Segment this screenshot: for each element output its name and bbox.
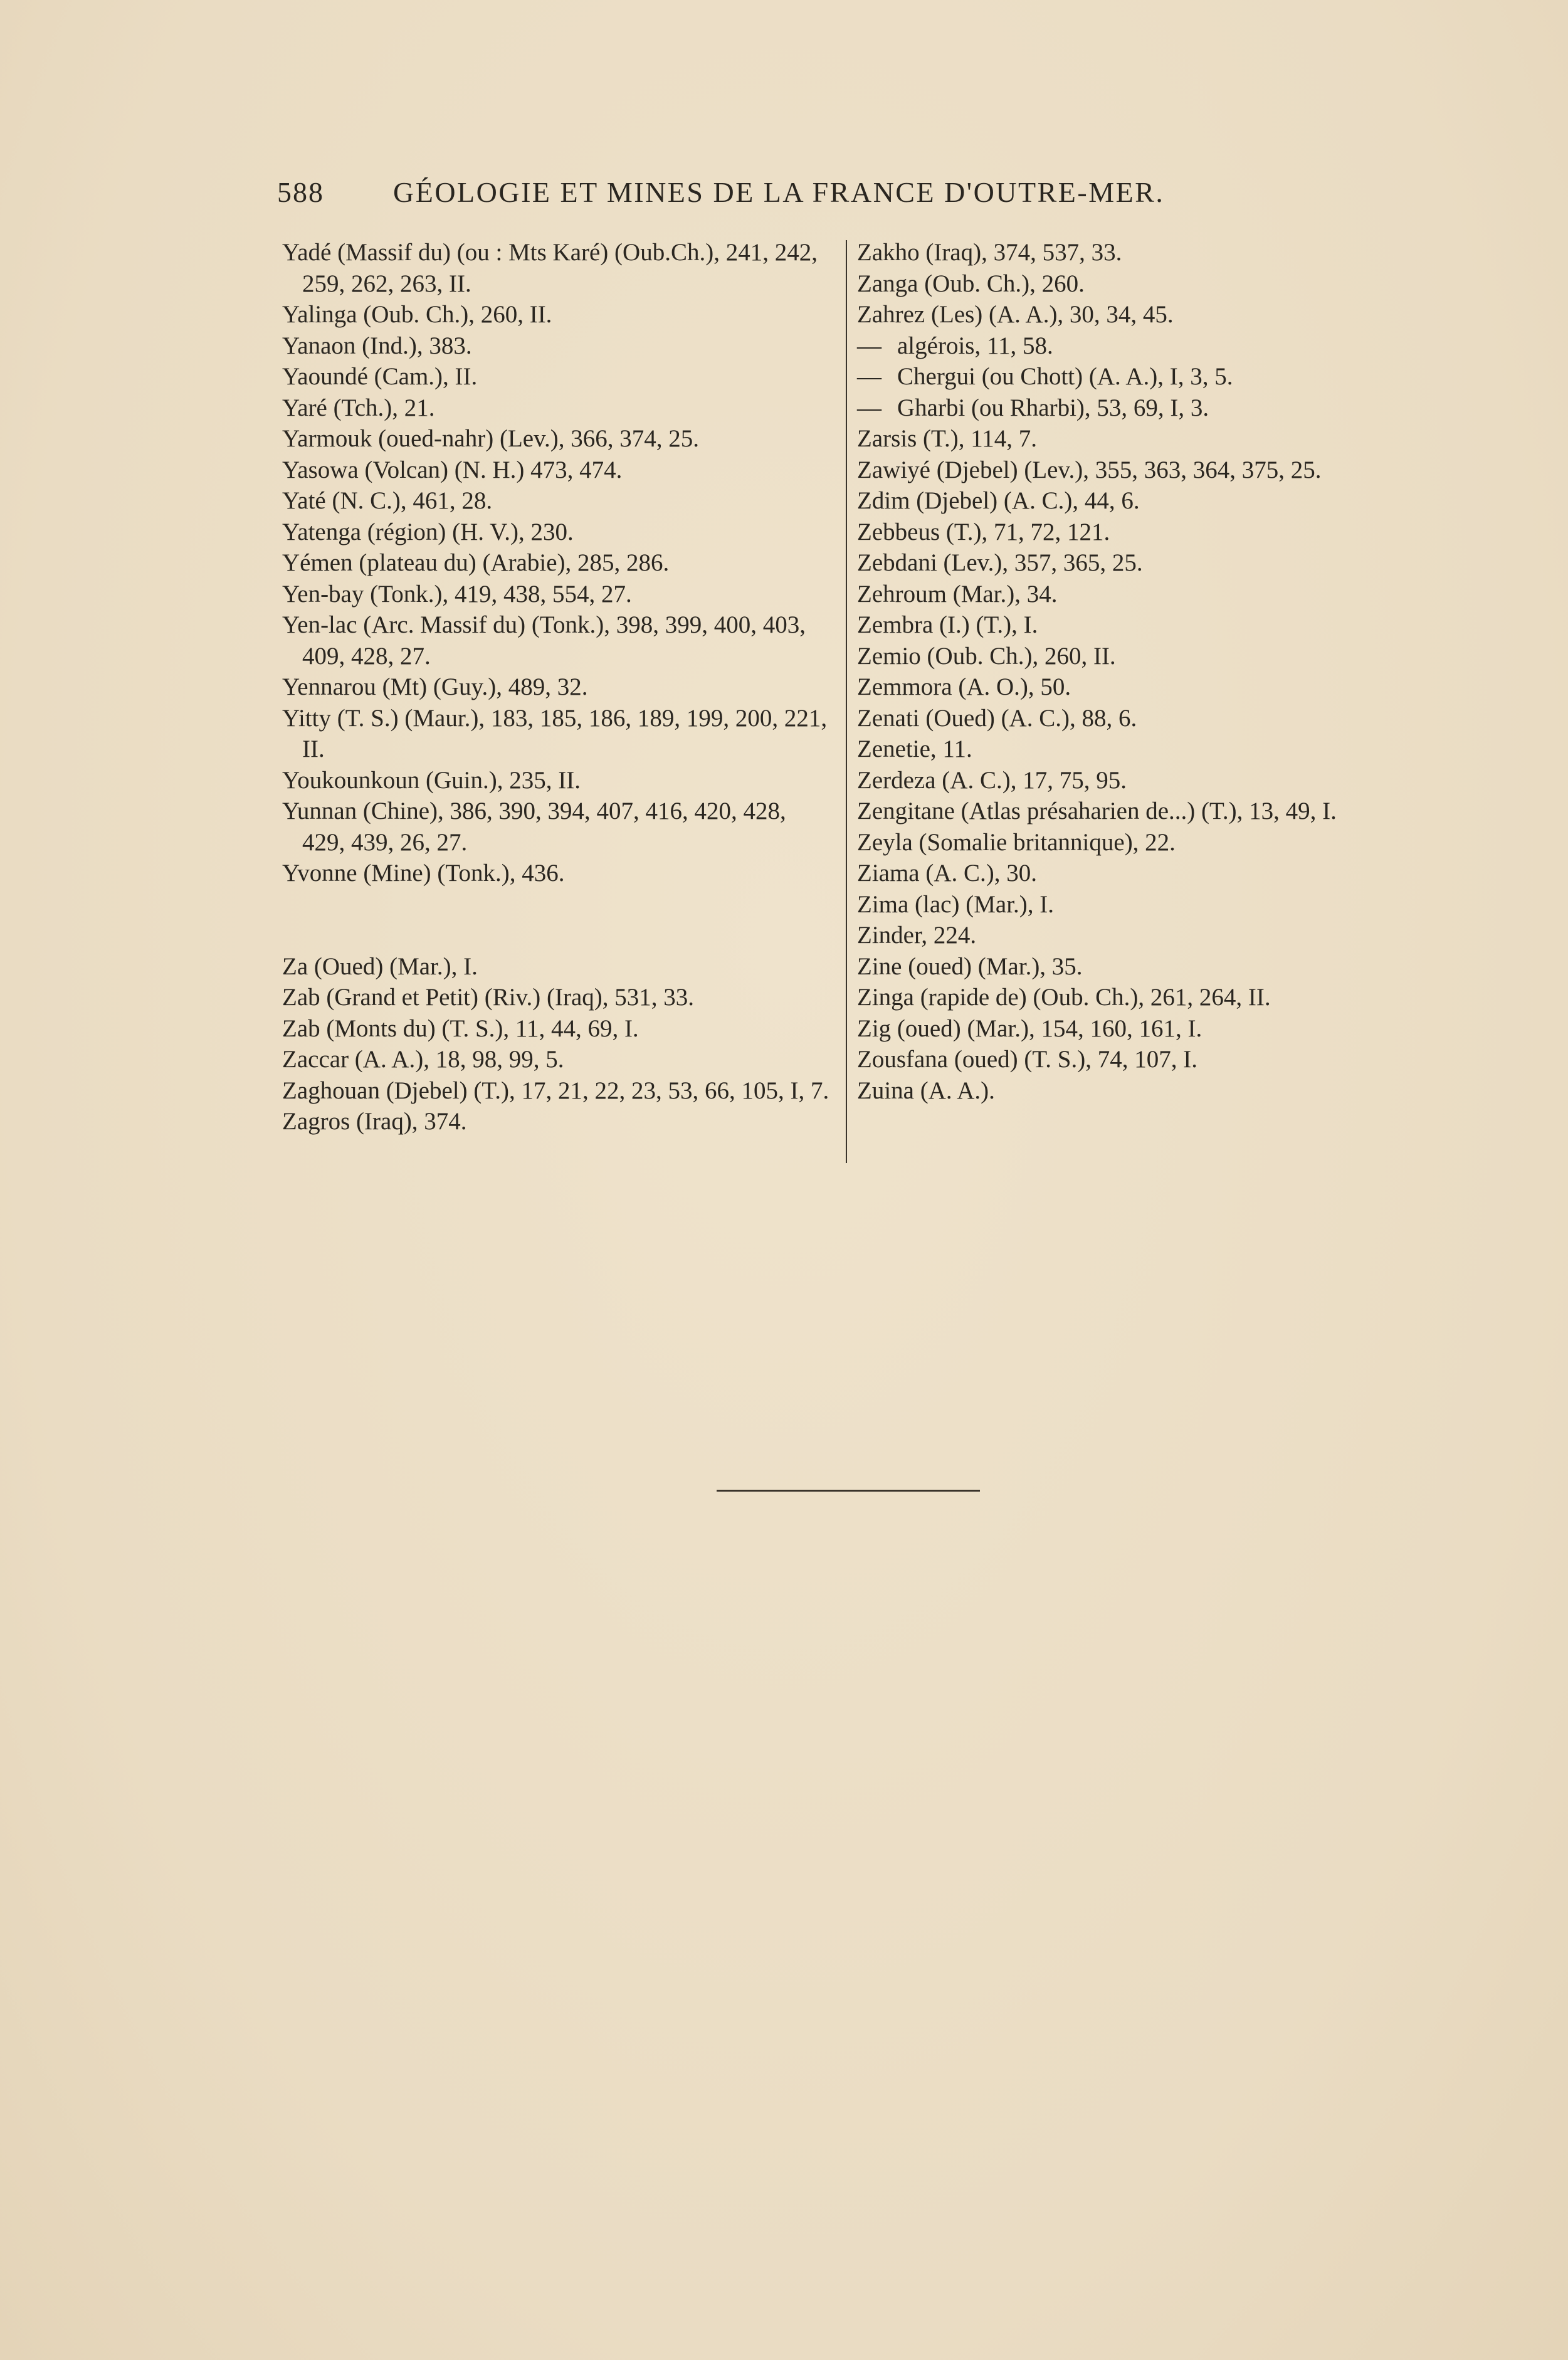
index-entry: Yaté (N. C.), 461, 28. <box>282 487 493 514</box>
index-entry: Zemmora (A. O.), 50. <box>857 673 1071 700</box>
subentry-text: Gharbi (ou Rharbi), 53, 69, I, 3. <box>897 394 1209 421</box>
index-entry: Zahrez (Les) (A. A.), 30, 34, 45. <box>857 301 1174 328</box>
index-entry: Yennarou (Mt) (Guy.), 489, 32. <box>282 673 588 700</box>
index-entry: Yvonne (Mine) (Tonk.), 436. <box>282 860 565 887</box>
letter-group-gap <box>282 889 834 951</box>
index-entry: Zarsis (T.), 114, 7. <box>857 425 1038 452</box>
index-entry: Zawiyé (Djebel) (Lev.), 355, 363, 364, 375, 25. <box>857 456 1322 483</box>
index-entry: Zenetie, 11. <box>857 735 972 762</box>
index-column-left <box>282 237 834 1137</box>
running-title: GÉOLOGIE ET MINES DE LA FRANCE D'OUTRE-MER. <box>393 176 1165 208</box>
index-entry: Zuina (A. A.). <box>857 1077 995 1104</box>
index-entry: Yunnan (Chine), 386, 390, 394, 407, 416, 420, 428, 429, 439, 26, 27. <box>282 798 786 856</box>
index-entry: Zima (lac) (Mar.), I. <box>857 890 1055 918</box>
index-entry: Za (Oued) (Mar.), I. <box>282 952 478 980</box>
index-entry: Zinder, 224. <box>857 922 977 949</box>
end-rule <box>717 1490 980 1492</box>
index-entry: Zab (Monts du) (T. S.), 11, 44, 69, I. <box>282 1014 639 1042</box>
index-entry: Yaré (Tch.), 21. <box>282 394 435 421</box>
index-entry: Zousfana (oued) (T. S.), 74, 107, I. <box>857 1046 1197 1073</box>
column-divider <box>846 240 847 1163</box>
index-entry: Zig (oued) (Mar.), 154, 160, 161, I. <box>857 1014 1202 1042</box>
index-entry: Zinga (rapide de) (Oub. Ch.), 261, 264, II. <box>857 984 1271 1011</box>
index-entry: Yitty (T. S.) (Maur.), 183, 185, 186, 189, 199, 200, 221, II. <box>282 704 828 762</box>
index-entry: Yaoundé (Cam.), II. <box>282 363 478 390</box>
index-subentry <box>857 330 1415 362</box>
index-entry: Ziama (A. C.), 30. <box>857 860 1038 887</box>
index-column-right <box>857 237 1415 1106</box>
page-header <box>277 176 1255 209</box>
index-entry: Zeyla (Somalie britannique), 22. <box>857 828 1176 856</box>
index-entry: Zab (Grand et Petit) (Riv.) (Iraq), 531, 33. <box>282 984 695 1011</box>
index-entry: Youkounkoun (Guin.), 235, II. <box>282 766 581 794</box>
subentry-text: Chergui (ou Chott) (A. A.), I, 3, 5. <box>897 363 1233 390</box>
index-entry: Yasowa (Volcan) (N. H.) 473, 474. <box>282 456 623 483</box>
index-entry: Zine (oued) (Mar.), 35. <box>857 952 1083 980</box>
index-entry: Yen-lac (Arc. Massif du) (Tonk.), 398, 399, 400, 403, 409, 428, 27. <box>282 611 806 670</box>
index-entry: Zebbeus (T.), 71, 72, 121. <box>857 518 1110 545</box>
index-entry: Yadé (Massif du) (ou : Mts Karé) (Oub.Ch.), 241, 242, 259, 262, 263, II. <box>282 239 818 297</box>
index-entry: Zembra (I.) (T.), I. <box>857 611 1038 638</box>
index-entry: Zagros (Iraq), 374. <box>282 1108 467 1135</box>
index-entry: Zakho (Iraq), 374, 537, 33. <box>857 239 1122 266</box>
index-entry: Zdim (Djebel) (A. C.), 44, 6. <box>857 487 1140 514</box>
index-entry: Yen-bay (Tonk.), 419, 438, 554, 27. <box>282 580 632 608</box>
dash-mark: — <box>857 363 881 390</box>
index-entry: Zerdeza (A. C.), 17, 75, 95. <box>857 766 1127 794</box>
index-entry: Zaghouan (Djebel) (T.), 17, 21, 22, 23, 53, 66, 105, I, 7. <box>282 1077 829 1104</box>
index-subentry <box>857 392 1415 424</box>
page-number: 588 <box>277 176 324 208</box>
index-entry: Zaccar (A. A.), 18, 98, 99, 5. <box>282 1046 564 1073</box>
index-entry: Zanga (Oub. Ch.), 260. <box>857 270 1085 297</box>
dash-mark: — <box>857 332 881 359</box>
index-entry: Yémen (plateau du) (Arabie), 285, 286. <box>282 549 670 576</box>
subentry-text: algérois, 11, 58. <box>897 332 1053 359</box>
index-entry: Yarmouk (oued-nahr) (Lev.), 366, 374, 25. <box>282 425 700 452</box>
index-entry: Yalinga (Oub. Ch.), 260, II. <box>282 301 552 328</box>
index-entry: Yanaon (Ind.), 383. <box>282 332 472 359</box>
index-entry: Zebdani (Lev.), 357, 365, 25. <box>857 549 1143 576</box>
index-subentry <box>857 361 1415 392</box>
index-entry: Zehroum (Mar.), 34. <box>857 580 1058 608</box>
index-entry: Zengitane (Atlas présaharien de...) (T.), 13, 49, I. <box>857 798 1337 824</box>
dash-mark: — <box>857 394 881 421</box>
index-entry: Zemio (Oub. Ch.), 260, II. <box>857 642 1116 670</box>
index-entry: Yatenga (région) (H. V.), 230. <box>282 518 574 545</box>
index-entry: Zenati (Oued) (A. C.), 88, 6. <box>857 704 1137 732</box>
